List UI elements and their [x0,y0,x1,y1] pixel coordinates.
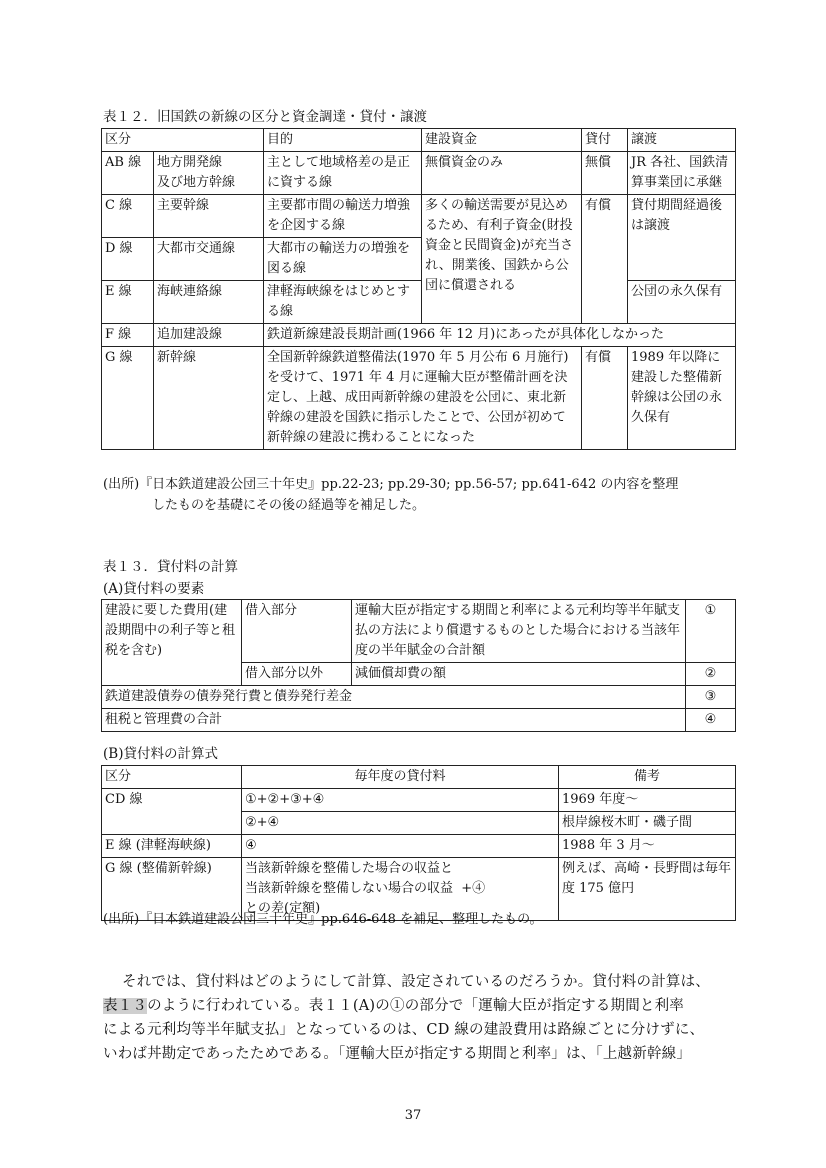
table12-source-cont: したものを基礎にその後の経過等を補足した。 [152,498,426,513]
header-transfer: 譲渡 [628,129,736,152]
row-code: F 線 [102,324,154,347]
row-purpose: 大都市の輸送力の増強を図る線 [264,238,422,281]
header-note: 備考 [559,766,736,789]
table-row [102,709,736,732]
row-note: 例えば、高崎・長野間は毎年度 175 億円 [559,858,736,921]
header-purpose: 目的 [264,129,422,152]
body-line: による元利均等半年賦支払」となっているのは、CD 線の建設費用は路線ごとに分けずに、 [103,1022,705,1038]
row-transfer: 1989 年以降に建設した整備新幹線は公団の永久保有 [628,347,736,450]
row-note: 1988 年 3 月～ [559,835,736,858]
row-name: 主要幹線 [154,195,264,238]
table13-sub-b: (B)貸付料の計算式 [103,746,218,762]
header-category: 区分 [102,129,264,152]
row-category: G 線 (整備新幹線) [102,858,242,921]
table13b-header-row [102,766,736,789]
row-purpose: 津軽海峡線をはじめとする線 [264,281,422,324]
element-number: ④ [686,709,736,732]
table-row [102,789,736,812]
table-reference-link[interactable]: 表１３ [103,998,148,1014]
borrow-label: 借入部分 [242,600,352,663]
body-line: それでは、貸付料はどのようにして計算、設定されているのだろうか。貸付料の計算は、 [122,974,710,990]
bond-label: 鉄道建設債券の債券発行費と債券発行差金 [102,686,686,709]
cd-transfer: 貸付期間経過後は譲渡 [628,195,736,281]
table13-caption: 表１３．貸付料の計算 [103,559,238,575]
other-desc: 減価償却費の額 [352,663,686,686]
table-row [102,281,736,324]
formula-plus: +④ [461,881,486,896]
row-code: D 線 [102,238,154,281]
row-formula: ②+④ [242,812,559,835]
cde-loan: 有償 [582,195,628,324]
table12-source: (出所)『日本鉄道建設公団三十年史』pp.22-23; pp.29-30; pp.56-57; pp.641-642 の内容を整理 [103,477,679,492]
table13-source: (出所)『日本鉄道建設公団三十年史』pp.646-648 を補足、整理したもの。 [103,912,543,927]
row-code: AB 線 [102,152,154,195]
row-name: 海峡連絡線 [154,281,264,324]
row-transfer: 公団の永久保有 [628,281,736,324]
row-purpose: 全国新幹線鉄道整備法(1970 年 5 月公布 6 月施行)を受けて、1971 年 4 月に運輸大臣が整備計画を決定し、上越、成田両新幹線の建設を公団に、東北新幹線の建設を国鉄に指示したことで、公団が初めて新幹線の建設に携わることになった [264,347,582,450]
other-label: 借入部分以外 [242,663,352,686]
table-row [102,686,736,709]
body-line: 表１３のように行われている。表１１(A)の①の部分で「運輸大臣が指定する期間と利率 [103,998,684,1014]
row-category: CD 線 [102,789,242,835]
table-row [102,195,736,238]
borrow-desc: 運輸大臣が指定する期間と利率による元利均等半年賦支払の方法により償還するものとした場合における当該年度の半年賦金の合計額 [352,600,686,663]
row-transfer: JR 各社、国鉄清算事業団に承継 [628,152,736,195]
table12-caption: 表１２．旧国鉄の新線の区分と資金調達・貸付・譲渡 [103,109,427,125]
row-purpose: 主として地域格差の是正に資する線 [264,152,422,195]
table-row [102,835,736,858]
table13a [101,599,736,732]
row-purpose: 主要都市間の輸送力増強を企図する線 [264,195,422,238]
page-number: 37 [404,1108,422,1123]
header-loan: 貸付 [582,129,628,152]
table12-header-row [102,129,736,152]
row-note: 根岸線桜木町・磯子間 [559,812,736,835]
row-code: E 線 [102,281,154,324]
cost-label: 建設に要した費用(建設期間中の利子等と租税を含む) [102,600,242,686]
row-name: 大都市交通線 [154,238,264,281]
table-row [102,347,736,450]
row-note: 鉄道新線建設長期計画(1966 年 12 月)にあったが具体化しなかった [264,324,736,347]
body-line: いわば丼勘定であったためである。「運輸大臣が指定する期間と利率」は、「上越新幹線」 [103,1046,692,1062]
row-formula: ④ [242,835,559,858]
header-category: 区分 [102,766,242,789]
formula-line: 当該新幹線を整備した場合の収益と [245,861,454,876]
row-name: 新幹線 [154,347,264,450]
formula-line: 当該新幹線を整備しない場合の収益 +④ [245,881,486,896]
tax-label: 租税と管理費の合計 [102,709,686,732]
row-formula: ①+②+③+④ [242,789,559,812]
row-category: E 線 (津軽海峡線) [102,835,242,858]
table13b [101,765,736,921]
element-number: ② [686,663,736,686]
row-fund: 無償資金のみ [422,152,582,195]
table13-sub-a: (A)貸付料の要素 [103,581,205,597]
header-fund: 建設資金 [422,129,582,152]
row-loan: 有償 [582,347,628,450]
row-name: 追加建設線 [154,324,264,347]
row-code: G 線 [102,347,154,450]
element-number: ③ [686,686,736,709]
cde-fund: 多くの輸送需要が見込めるため、有利子資金(財投資金と民間資金)が充当され、開業後、国鉄から公団に償還される [422,195,582,324]
row-code: C 線 [102,195,154,238]
header-formula: 毎年度の貸付料 [242,766,559,789]
element-number: ① [686,600,736,663]
row-note: 1969 年度～ [559,789,736,812]
table-row [102,152,736,195]
table12 [101,128,736,450]
table-row [102,324,736,347]
table-row [102,600,736,663]
formula-line: との差(定額) [245,901,321,916]
row-name: 地方開発線 及び地方幹線 [154,152,264,195]
row-loan: 無償 [582,152,628,195]
